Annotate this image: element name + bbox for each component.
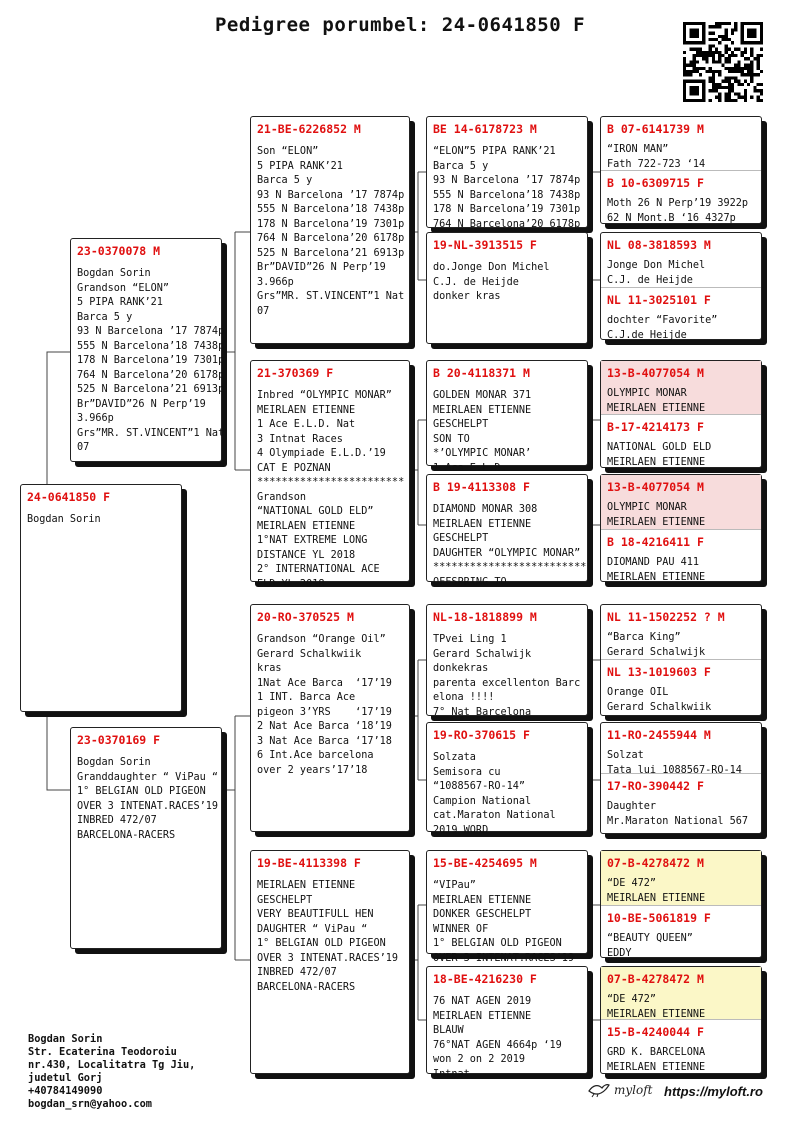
great-grandparent-info: do.Jonge Don Michel C.J. de Heijde donker kras [433, 262, 550, 302]
gg-grandparent-cell[interactable] [601, 905, 761, 957]
gg-grandparent-ring-number: 10-BE-5061819 F [607, 911, 711, 925]
gg-grandparent-info: GRD K. BARCELONA MEIRLAEN ETIENNE [607, 1047, 706, 1073]
gg-grandparent-info: OLYMPIC MONAR MEIRLAEN ETIENNE [607, 502, 706, 528]
gg-grandparent-ring-number: NL 13-1019603 F [607, 665, 711, 679]
great-grandparent-card[interactable] [426, 722, 588, 836]
gg-grandparent-ring-number: 13-B-4077054 M [607, 480, 704, 494]
grandparent-card[interactable] [250, 850, 410, 1074]
gg-grandparent-ring-number: B 07-6141739 M [607, 122, 704, 136]
gg-grandparent-info: Daughter Mr.Maraton National 567 [607, 801, 749, 827]
myloft-logo[interactable] [588, 1082, 652, 1098]
great-grandparent-ring-number: 19-RO-370615 F [433, 728, 530, 742]
gg-grandparent-ring-number: NL 08-3818593 M [607, 238, 711, 252]
great-grandparent-ring-number: B 20-4118371 M [433, 366, 530, 380]
great-grandparent-card[interactable] [426, 232, 588, 344]
gg-grandparent-pair-card[interactable] [600, 850, 762, 958]
gg-grandparent-cell[interactable] [601, 723, 761, 776]
great-grandparent-info: 76 NAT AGEN 2019 MEIRLAEN ETIENNE BLAUW 76°NAT AGEN 4664p ‘19 won 2 on 2 2019 Intnat [433, 996, 562, 1080]
sire-ring-number: 23-0370078 M [77, 244, 161, 258]
gg-grandparent-ring-number: 07-B-4278472 M [607, 972, 704, 986]
logo-text: myloft [614, 1083, 653, 1097]
gg-grandparent-cell[interactable] [601, 529, 761, 581]
great-grandparent-info: Solzata Semisora cu “1088567-RO-14” Campion National cat.Maraton National 2019 WORD [433, 752, 556, 836]
grandparent-info: Son “ELON” 5 PIPA RANK’21 Barca 5 y 93 N Barcelona ’17 7874p 555 N Barcelona’18 7438p 178 N Barcelona’19 7301p 764 N Barcelona’20 6178p 525 N Barcelona’21 6913p Br”DAVID”26 N Perp’19 3.966p Grs”MR. ST.VINCENT”1 Nat 07 [257, 146, 405, 317]
gg-grandparent-info: OLYMPIC MONAR MEIRLAEN ETIENNE [607, 388, 706, 414]
gg-grandparent-ring-number: 07-B-4278472 M [607, 856, 704, 870]
gg-grandparent-pair-card[interactable] [600, 232, 762, 340]
subject-card[interactable] [20, 484, 182, 712]
grandparent-ring-number: 21-370369 F [257, 366, 334, 380]
great-grandparent-info: “ELON”5 PIPA RANK’21 Barca 5 y 93 N Barcelona ’17 7874p 555 N Barcelona’18 7438p 178 N Barcelona’19 7301p 764 N Barcelona’20 6178p [433, 146, 581, 230]
gg-grandparent-ring-number: NL 11-3025101 F [607, 293, 711, 307]
grandparent-info: Inbred “OLYMPIC MONAR” MEIRLAEN ETIENNE 1 Ace E.L.D. Nat 3 Intnat Races 4 Olympiade E.L.D.’19 CAT E POZNAN ************************ Grandson “NATIONAL GOLD ELD” MEIRLAEN ETIENNE 1°NAT EXTREME LONG DISTANCE YL 2018 2° INTERNATIONAL ACE ELD YL 2018 [257, 390, 405, 590]
gg-grandparent-info: Orange OIL Gerard Schalkwiik [607, 687, 712, 713]
gg-grandparent-ring-number: 11-RO-2455944 M [607, 728, 711, 742]
gg-grandparent-pair-card[interactable] [600, 722, 762, 834]
gg-grandparent-cell[interactable] [601, 773, 761, 833]
gg-grandparent-cell[interactable] [601, 414, 761, 467]
grandparent-card[interactable] [250, 604, 410, 832]
gg-grandparent-info: “DE 472” MEIRLAEN ETIENNE [607, 994, 706, 1020]
gg-grandparent-info: “BEAUTY QUEEN” EDDY [607, 933, 693, 959]
gg-grandparent-cell[interactable] [601, 233, 761, 287]
pigeon-icon [588, 1082, 610, 1098]
great-grandparent-card[interactable] [426, 850, 588, 964]
gg-grandparent-cell[interactable] [601, 851, 761, 905]
gg-grandparent-ring-number: B 10-6309715 F [607, 176, 704, 190]
great-grandparent-ring-number: NL-18-1818899 M [433, 610, 537, 624]
great-grandparent-card[interactable] [426, 360, 588, 474]
great-grandparent-ring-number: 15-BE-4254695 M [433, 856, 537, 870]
great-grandparent-ring-number: 18-BE-4216230 F [433, 972, 537, 986]
gg-grandparent-info: Solzat Tata lui 1088567-RO-14 [607, 750, 742, 776]
gg-grandparent-info: “IRON MAN” Fath 722-723 ‘14 [607, 144, 706, 170]
subject-ring-number: 24-0641850 F [27, 490, 111, 504]
subject-info: Bogdan Sorin [27, 514, 101, 525]
gg-grandparent-cell[interactable] [601, 475, 761, 529]
gg-grandparent-info: “DE 472” MEIRLAEN ETIENNE [607, 878, 706, 904]
gg-grandparent-pair-card[interactable] [600, 360, 762, 468]
owner-contact: Bogdan Sorin Str. Ecaterina Teodoroiu nr.430, Localitatra Tg Jiu, judetul Gorj +40784149090 bogdan_srn@yahoo.com [28, 1033, 196, 1110]
gg-grandparent-pair-card[interactable] [600, 474, 762, 582]
website-link[interactable]: https://myloft.ro [664, 1084, 763, 1099]
great-grandparent-card[interactable] [426, 604, 588, 716]
gg-grandparent-info: NATIONAL GOLD ELD MEIRLAEN ETIENNE [607, 442, 712, 468]
great-grandparent-info: “VIPau” MEIRLAEN ETIENNE DONKER GESCHELPT WINNER OF 1° BELGIAN OLD PIGEON OVER 3 INTENAT.RACES’19 [433, 880, 575, 964]
gg-grandparent-pair-card[interactable] [600, 116, 762, 224]
great-grandparent-info: TPvei Ling 1 Gerard Schalwijk donkekras parenta excellenton Barc elona !!!! 7° Nat Barcelona [433, 634, 581, 718]
grandparent-card[interactable] [250, 116, 410, 344]
gg-grandparent-info: “Barca King” Gerard Schalwijk [607, 632, 706, 658]
great-grandparent-card[interactable] [426, 966, 588, 1080]
great-grandparent-ring-number: 19-NL-3913515 F [433, 238, 537, 252]
great-grandparent-info: DIAMOND MONAR 308 MEIRLAEN ETIENNE GESCHELPT DAUGHTER “OLYMPIC MONAR” ************************* OFFSPRING TO [433, 504, 587, 588]
page-title: Pedigree porumbel: 24-0641850 F [214, 14, 586, 36]
dam-info: Bogdan Sorin Granddaughter “ ViPau “ 1° BELGIAN OLD PIGEON OVER 3 INTENAT.RACES’19 INBRED 472/07 BARCELONA-RACERS [77, 757, 219, 841]
gg-grandparent-info: dochter “Favorite” C.J.de Heijde [607, 315, 718, 341]
gg-grandparent-cell[interactable] [601, 659, 761, 715]
gg-grandparent-ring-number: B 18-4216411 F [607, 535, 704, 549]
gg-grandparent-ring-number: NL 11-1502252 ? M [607, 610, 725, 624]
grandparent-card[interactable] [250, 360, 410, 590]
gg-grandparent-ring-number: 17-RO-390442 F [607, 779, 704, 793]
dam-ring-number: 23-0370169 F [77, 733, 161, 747]
dam-card[interactable] [70, 727, 222, 949]
great-grandparent-ring-number: BE 14-6178723 M [433, 122, 537, 136]
grandparent-info: Grandson “Orange Oil” Gerard Schalkwiik kras 1Nat Ace Barca ‘17’19 1 INT. Barca Ace pigeon 3’YRS ‘17’19 2 Nat Ace Barca ‘18’19 3 Nat Ace Barca ‘17’18 6 Int.Ace barcelona over 2 years’17’18 [257, 634, 392, 776]
great-grandparent-card[interactable] [426, 474, 588, 588]
grandparent-ring-number: 19-BE-4113398 F [257, 856, 361, 870]
gg-grandparent-cell[interactable] [601, 605, 761, 659]
sire-info: Bogdan Sorin Grandson “ELON” 5 PIPA RANK’21 Barca 5 y 93 N Barcelona ’17 7874p 555 N Barcelona’18 7438p 178 N Barcelona’19 7301p 764 N Barcelona’20 6178p 525 N Barcelona’21 6913p Br”DAVID”26 N Perp’19 3.966p Grs”MR. ST.VINCENT”1 Nat 07 [77, 268, 225, 453]
great-grandparent-info: GOLDEN MONAR 371 MEIRLAEN ETIENNE GESCHELPT SON TO *’OLYMPIC MONAR’ 1 Ace E.L.D. [433, 390, 532, 474]
gg-grandparent-ring-number: 15-B-4240044 F [607, 1025, 704, 1039]
gg-grandparent-ring-number: B-17-4214173 F [607, 420, 704, 434]
gg-grandparent-pair-card[interactable] [600, 966, 762, 1074]
gg-grandparent-info: DIOMAND PAU 411 MEIRLAEN ETIENNE [607, 557, 706, 583]
grandparent-ring-number: 20-RO-370525 M [257, 610, 354, 624]
gg-grandparent-cell[interactable] [601, 1019, 761, 1073]
great-grandparent-card[interactable] [426, 116, 588, 228]
gg-grandparent-ring-number: 13-B-4077054 M [607, 366, 704, 380]
gg-grandparent-cell[interactable] [601, 967, 761, 1019]
gg-grandparent-cell[interactable] [601, 170, 761, 223]
sire-card[interactable] [70, 238, 225, 462]
gg-grandparent-info: Jonge Don Michel C.J. de Heijde [607, 260, 706, 286]
grandparent-ring-number: 21-BE-6226852 M [257, 122, 361, 136]
gg-grandparent-cell[interactable] [601, 361, 761, 414]
gg-grandparent-cell[interactable] [601, 117, 761, 170]
great-grandparent-ring-number: B 19-4113308 F [433, 480, 530, 494]
grandparent-info: MEIRLAEN ETIENNE GESCHELPT VERY BEAUTIFULL HEN DAUGHTER “ ViPau “ 1° BELGIAN OLD PIGEON OVER 3 INTENAT.RACES’19 INBRED 472/07 BARCELONA-RACERS [257, 880, 399, 993]
gg-grandparent-cell[interactable] [601, 287, 761, 339]
gg-grandparent-info: Moth 26 N Perp’19 3922p 62 N Mont.B ‘16 4327p [607, 198, 749, 224]
gg-grandparent-pair-card[interactable] [600, 604, 762, 716]
